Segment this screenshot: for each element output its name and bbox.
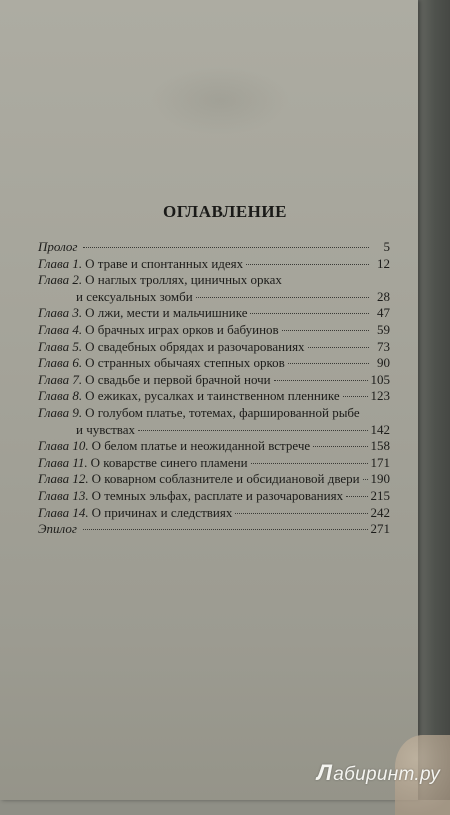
toc-entry: [38, 521, 390, 538]
toc-entry-label: Глава 12.: [38, 471, 89, 487]
toc-entry: [38, 272, 390, 305]
toc-entry-title: О лжи, мести и мальчишнике: [85, 305, 248, 321]
dot-leader: [235, 513, 367, 514]
toc-entry-line: [38, 455, 390, 472]
watermark-logo: Л: [316, 760, 333, 785]
toc-entry: [38, 355, 390, 372]
toc-entry-line: [38, 488, 390, 505]
toc-entry-page-number: 90: [377, 355, 390, 371]
toc-entry-title: О странных обычаях степных орков: [85, 355, 285, 371]
toc-entry-label: Глава 7.: [38, 371, 83, 387]
toc-entry-page-number: 59: [377, 321, 390, 337]
toc-entry-continuation: [38, 422, 390, 439]
toc-entry-label: Пролог: [38, 239, 78, 254]
dot-leader: [308, 347, 369, 348]
toc-entry-title: О свадебных обрядах и разочарованиях: [85, 338, 305, 354]
toc-entry-line: [38, 239, 390, 256]
dot-leader: [363, 479, 368, 480]
dot-leader: [346, 496, 367, 497]
toc-entry-page-number: 123: [370, 388, 390, 404]
toc-entry: [38, 455, 390, 472]
toc-entry-page-number: 190: [370, 471, 390, 487]
dot-leader: [138, 430, 368, 431]
toc-entry-label: Глава 11.: [38, 454, 88, 470]
toc-entry-line: [38, 438, 390, 455]
toc-entry-page-number: 158: [370, 438, 390, 454]
toc-entry-title: О наглых троллях, циничных орках: [85, 272, 282, 288]
dot-leader: [83, 247, 369, 248]
toc-entry-page-number: 142: [370, 421, 390, 437]
watermark-text: абиринт.ру: [333, 764, 440, 785]
dot-leader: [251, 463, 368, 464]
toc-entry-title-continued: и чувствах: [76, 421, 135, 437]
toc-entry-title: О белом платье и неожиданной встрече: [91, 438, 311, 454]
dot-leader: [83, 529, 368, 530]
toc-entry-title: О темных эльфах, расплате и разочарованиях: [91, 487, 344, 503]
toc-entry-page-number: 242: [370, 504, 390, 520]
dot-leader: [313, 446, 367, 447]
toc-entry-page-number: 105: [370, 371, 390, 387]
toc-entry-label: Глава 3.: [38, 305, 83, 321]
toc-entry-title: О брачных играх орков и бабуинов: [85, 321, 279, 337]
toc-entry-line: [38, 505, 390, 522]
toc-entry-page-number: 47: [377, 305, 390, 321]
toc-entry: [38, 471, 390, 488]
toc-entry-line: [38, 372, 390, 389]
toc-entry-page-number: 171: [370, 454, 390, 470]
toc-entry-title: О ежиках, русалках и таинственном пленнике: [85, 388, 340, 404]
dot-leader: [282, 330, 369, 331]
toc-entry-line: [38, 521, 390, 538]
toc-entry-continuation: [38, 289, 390, 306]
toc-entry-title-continued: и сексуальных зомби: [76, 288, 193, 304]
toc-entry-line: [38, 272, 390, 289]
toc-entry-label: Глава 6.: [38, 355, 83, 371]
toc-entry-page-number: 28: [377, 288, 390, 304]
toc-entry-page-number: 73: [377, 338, 390, 354]
toc-entry-label: Эпилог: [38, 521, 77, 537]
toc-entry: [38, 305, 390, 322]
toc-entry-label: Глава 10.: [38, 438, 89, 454]
toc-entry: [38, 339, 390, 356]
toc-entry-label: Глава 13.: [38, 487, 89, 503]
toc-entry-label: Глава 2.: [38, 272, 83, 288]
toc-entry-page-number: 271: [370, 521, 390, 537]
dot-leader: [274, 380, 368, 381]
toc-entry-label: Глава 8.: [38, 388, 83, 404]
toc-entry-title: О коварстве синего пламени: [90, 454, 248, 470]
dot-leader: [343, 396, 368, 397]
toc-entry: [38, 388, 390, 405]
toc-entry-label: Глава 9.: [38, 404, 83, 420]
toc-entry-line: [38, 405, 390, 422]
toc-entry-title: О голубом платье, тотемах, фаршированной рыбе: [85, 404, 360, 420]
toc-entry-line: [38, 355, 390, 372]
table-of-contents: [38, 239, 390, 538]
toc-entry: [38, 372, 390, 389]
toc-entry-title: О траве и спонтанных идеях: [85, 255, 244, 271]
toc-entry: [38, 505, 390, 522]
toc-entry-page-number: 5: [383, 239, 390, 254]
toc-entry-label: Глава 5.: [38, 338, 83, 354]
toc-entry: [38, 405, 390, 438]
toc-entry-page-number: 12: [377, 255, 390, 271]
dot-leader: [196, 297, 369, 298]
toc-entry-line: [38, 256, 390, 273]
toc-entry-line: [38, 305, 390, 322]
toc-entry-line: [38, 471, 390, 488]
toc-entry: [38, 488, 390, 505]
toc-entry-title: О свадьбе и первой брачной ночи: [85, 371, 271, 387]
toc-entry: [38, 438, 390, 455]
toc-entry-line: [38, 388, 390, 405]
toc-entry: [38, 256, 390, 273]
watermark: [317, 760, 440, 786]
toc-entry: [38, 239, 390, 256]
toc-entry-label: Глава 4.: [38, 321, 83, 337]
dot-leader: [250, 313, 369, 314]
toc-entry-page-number: 215: [370, 487, 390, 503]
toc-entry: [38, 322, 390, 339]
page-title: ОГЛАВЛЕНИЕ: [163, 202, 287, 221]
toc-entry-title: О коварном соблазнителе и обсидиановой двери: [91, 471, 360, 487]
toc-entry-label: Глава 1.: [38, 255, 83, 271]
toc-entry-title: О причинах и следствиях: [91, 504, 233, 520]
toc-entry-label: Глава 14.: [38, 504, 89, 520]
dot-leader: [246, 264, 369, 265]
toc-entry-line: [38, 322, 390, 339]
show-through-text: [150, 65, 290, 135]
dot-leader: [288, 363, 369, 364]
toc-entry-line: [38, 339, 390, 356]
